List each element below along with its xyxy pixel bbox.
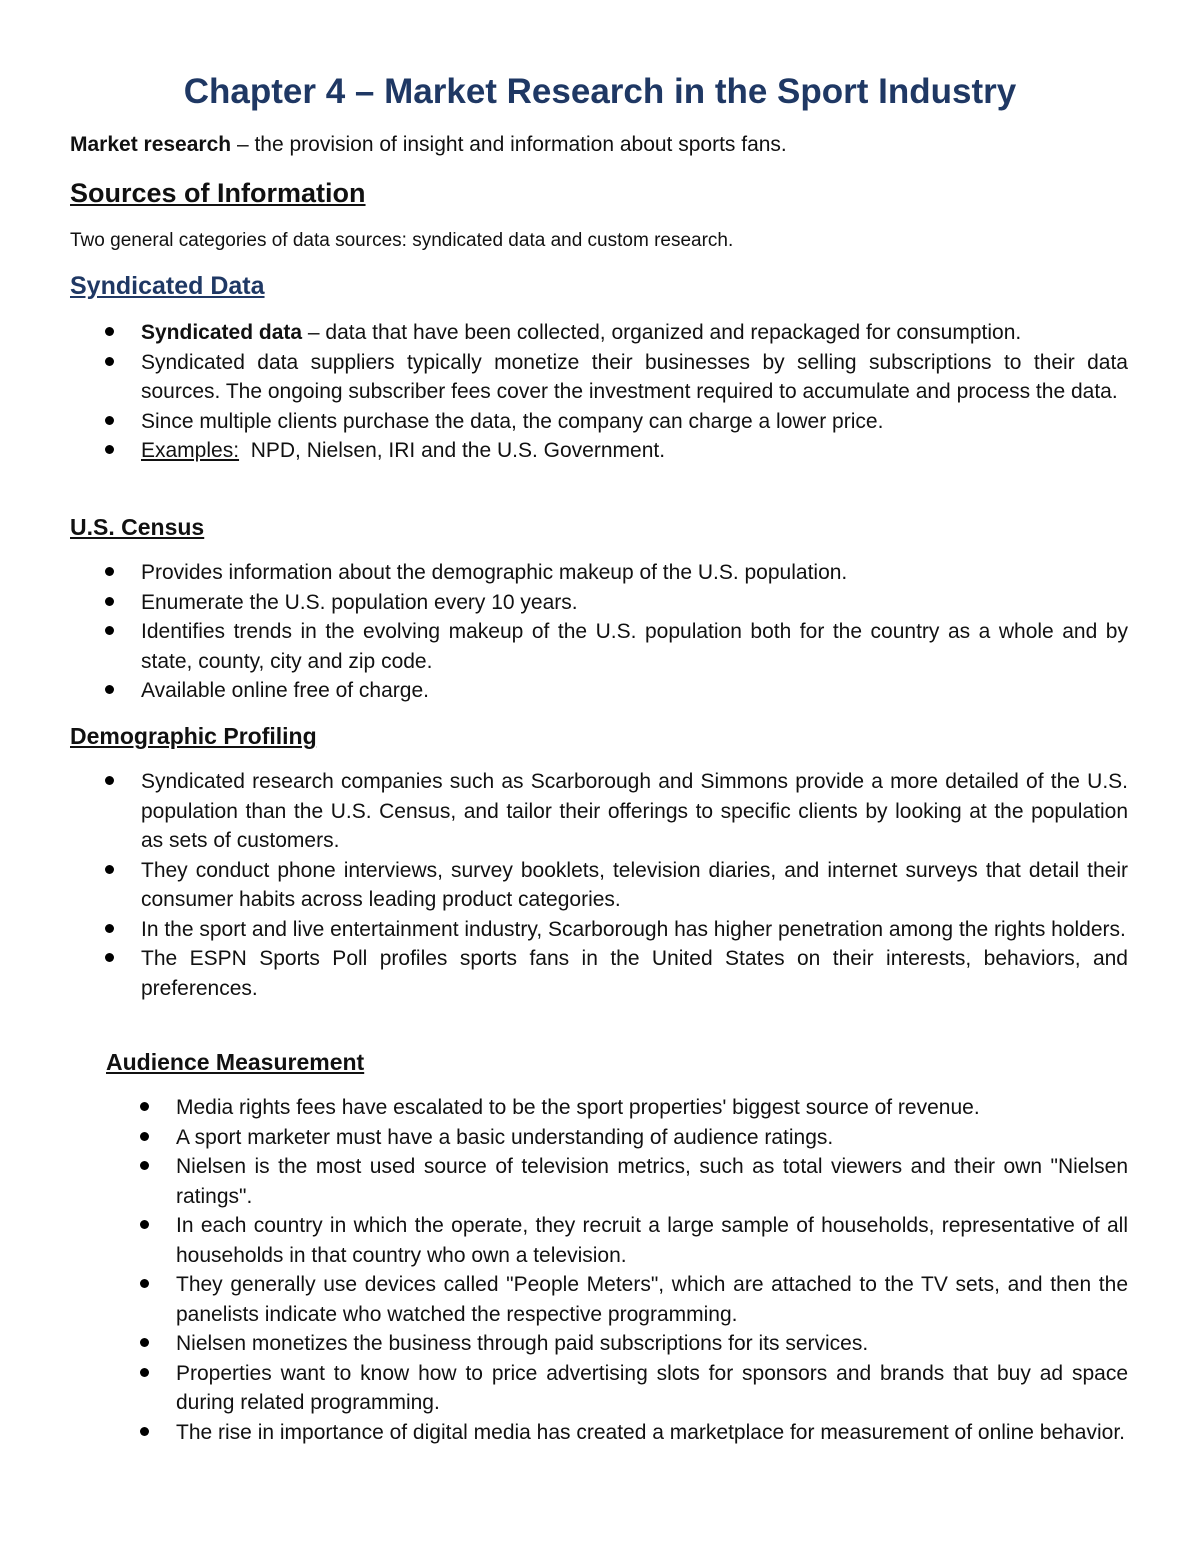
page-title: Chapter 4 – Market Research in the Sport Industry: [183, 72, 1017, 111]
bullet-icon: [140, 1427, 149, 1436]
bullet-icon: [105, 924, 114, 933]
list-item-text: They generally use devices called "People Meters", which are attached to the TV sets, and then the panelists indicate who watched the respective programming.: [176, 1273, 1128, 1326]
list-item: [176, 1211, 1128, 1270]
bullet-icon: [140, 1132, 149, 1141]
bullet-icon: [105, 865, 114, 874]
list-item-text: Nielsen monetizes the business through paid subscriptions for its services.: [176, 1332, 869, 1355]
bullet-icon: [105, 626, 114, 635]
list-item-text: Since multiple clients purchase the data, the company can charge a lower price.: [141, 409, 884, 433]
list-item-text: Available online free of charge.: [141, 679, 429, 702]
bullet-icon: [140, 1161, 149, 1170]
list-item: [176, 1270, 1128, 1329]
audience-list: [176, 1093, 1128, 1447]
bullet-icon: [105, 445, 114, 454]
bullet-icon: [140, 1368, 149, 1377]
list-item-text: Identifies trends in the evolving makeup of the U.S. population both for the country as a whole and by state, county, city and zip code.: [141, 620, 1128, 673]
list-item-text: Syndicated research companies such as Scarborough and Simmons provide a more detailed of the U.S. population than the U.S. Census, and tailor their offerings to specific clients by looking at the population as sets of customers.: [141, 770, 1128, 852]
list-item: [141, 915, 1128, 945]
bullet-icon: [105, 597, 114, 606]
list-item: [141, 944, 1128, 1003]
list-item: [141, 348, 1128, 407]
list-item-text: Properties want to know how to price advertising slots for sponsors and brands that buy ad space during related programming.: [176, 1361, 1128, 1414]
bullet-icon: [105, 416, 114, 425]
bullet-icon: [140, 1220, 149, 1229]
bullet-icon: [105, 685, 114, 694]
bullet-icon: [105, 567, 114, 576]
examples-label: Examples:: [141, 439, 240, 462]
list-item-text: The rise in importance of digital media has created a marketplace for measurement of online behavior.: [176, 1420, 1125, 1444]
list-item: [141, 407, 1128, 437]
bullet-icon: [140, 1338, 149, 1347]
list-item: [141, 558, 1128, 588]
list-item: [141, 767, 1128, 856]
definition-paragraph: [70, 130, 1128, 159]
sources-heading: Sources of Information: [70, 178, 366, 208]
list-item-text: A sport marketer must have a basic understanding of audience ratings.: [176, 1125, 834, 1149]
list-item-text: In each country in which the operate, they recruit a large sample of households, representative of all households in that country who own a television.: [176, 1214, 1128, 1267]
syndicated-heading: Syndicated Data: [70, 272, 265, 300]
audience-heading: Audience Measurement: [106, 1049, 365, 1075]
census-heading: U.S. Census: [70, 514, 205, 540]
list-item-text: Nielsen is the most used source of television metrics, such as total viewers and their own "Nielsen ratings".: [176, 1155, 1128, 1208]
list-item: [176, 1329, 1128, 1359]
list-item-text: Enumerate the U.S. population every 10 years.: [141, 590, 578, 614]
list-item: [176, 1123, 1128, 1153]
bullet-icon: [105, 327, 114, 336]
list-item: [141, 856, 1128, 915]
list-item: [141, 436, 1128, 466]
syndicated-list: [141, 318, 1128, 466]
list-item: [176, 1359, 1128, 1418]
list-item-text: Syndicated data suppliers typically monetize their businesses by selling subscriptions to their data sources. The ongoing subscriber fees cover the investment required to accumulate and process the data.: [141, 350, 1128, 403]
census-list: [141, 558, 1128, 706]
bullet-icon: [140, 1102, 149, 1111]
demographic-list: [141, 767, 1128, 1003]
bullet-icon: [140, 1279, 149, 1288]
syndicated-term: Syndicated data: [141, 321, 303, 344]
list-item-text: In the sport and live entertainment industry, Scarborough has higher penetration among the rights holders.: [141, 917, 1126, 941]
definition-text: – the provision of insight and information about sports fans.: [231, 133, 787, 156]
list-item: [141, 617, 1128, 676]
list-item: [176, 1418, 1128, 1448]
syndicated-definition: – data that have been collected, organized and repackaged for consumption.: [302, 321, 1022, 344]
definition-term: Market research: [70, 133, 232, 156]
list-item: [141, 318, 1128, 348]
list-item-text: The ESPN Sports Poll profiles sports fans in the United States on their interests, behaviors, and preferences.: [141, 947, 1128, 1000]
sources-intro: Two general categories of data sources: syndicated data and custom research.: [70, 230, 734, 251]
list-item: [176, 1152, 1128, 1211]
list-item: [176, 1093, 1128, 1123]
examples-text: NPD, Nielsen, IRI and the U.S. Government.: [239, 439, 666, 462]
list-item-text: Media rights fees have escalated to be the sport properties' biggest source of revenue.: [176, 1096, 980, 1119]
demographic-heading: Demographic Profiling: [70, 723, 317, 749]
bullet-icon: [105, 357, 114, 366]
list-item: [141, 676, 1128, 706]
list-item: [141, 588, 1128, 618]
bullet-icon: [105, 776, 114, 785]
bullet-icon: [105, 953, 114, 962]
list-item-text: Provides information about the demographic makeup of the U.S. population.: [141, 561, 848, 584]
list-item-text: They conduct phone interviews, survey booklets, television diaries, and internet surveys that detail their consumer habits across leading product categories.: [141, 858, 1128, 911]
